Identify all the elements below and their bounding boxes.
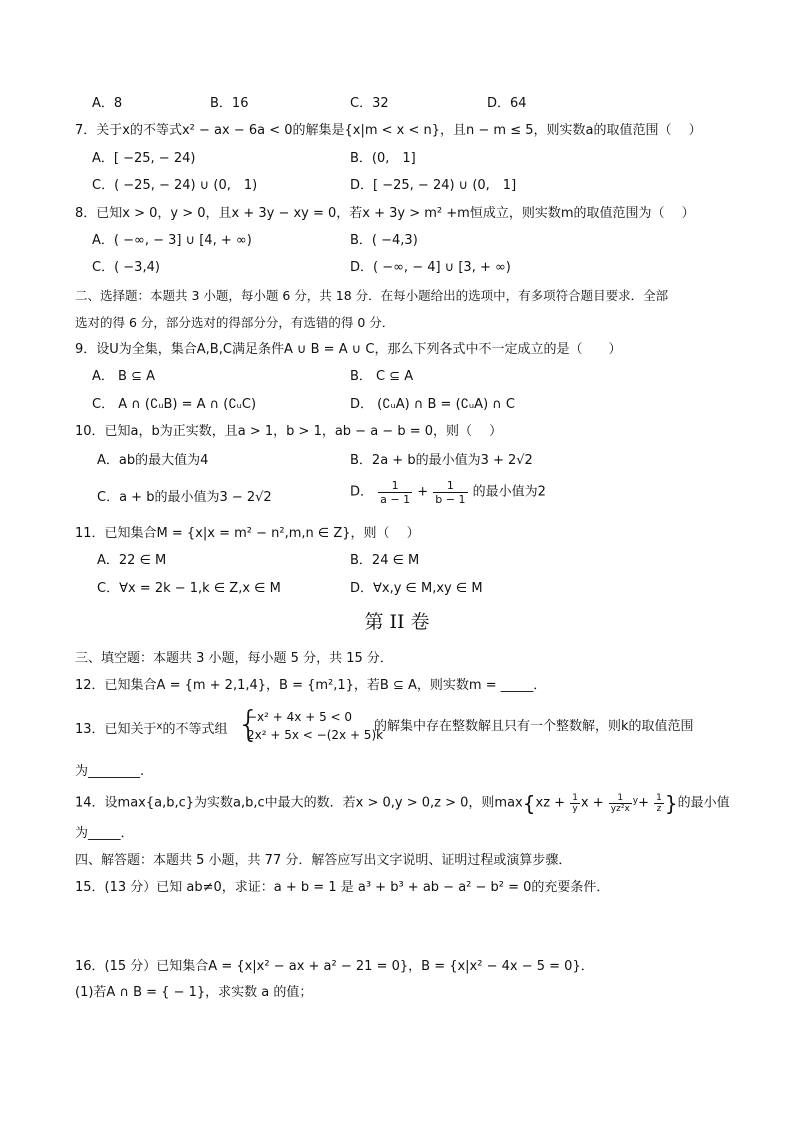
fraction-denominator: b − 1	[435, 493, 466, 506]
q7-stem: 7．关于x的不等式x² − ax − 6a < 0的解集是{x|m < x < n}，且n − m ≤ 5，则实数a的取值范围（ ）	[75, 123, 702, 138]
section-4-heading: 四、解答题：本题共 5 小题，共 77 分．解答应写出文字说明、证明过程或演算步骤．	[75, 853, 572, 868]
section-2-heading-line1: 二、选择题：本题共 3 小题，每小题 6 分，共 18 分．在每小题给出的选项中，有多项符合题目要求．全部	[75, 288, 669, 303]
q10-stem: 10．已知a，b为正实数，且a > 1，b > 1，ab − a − b = 0，则（ ）	[75, 424, 503, 439]
q8-option-c: C．( −3,4)	[92, 260, 160, 275]
q10-option-d-fraction-2	[433, 479, 467, 506]
q8-stem: 8．已知x > 0，y > 0，且x + 3y − xy = 0，若x + 3y > m² +m恒成立，则实数m的取值范围为（ ）	[75, 206, 695, 221]
q7-option-b: B．(0, 1]	[350, 151, 416, 166]
q10-option-d	[350, 479, 546, 506]
fraction-numerator: 1	[378, 479, 412, 493]
q16-part-1: (1)若A ∩ B = { − 1}，求实数 a 的值；	[75, 985, 313, 1000]
q13-answer-line: 为________.	[75, 764, 145, 779]
q11-option-d: D．∀x,y ∈ M,xy ∈ M	[350, 581, 483, 596]
q11-option-b: B．24 ∈ M	[350, 553, 420, 568]
q13-mid: 的不等式组	[162, 722, 228, 737]
q14-suffix: 的最小值	[677, 795, 730, 811]
q15-stem: 15．(13 分）已知 ab≠0，求证：a + b = 1 是 a³ + b³ + ab − a² − b² = 0的充要条件．	[75, 880, 610, 895]
q8-option-a: A．( −∞, − 3] ∪ [4, + ∞)	[92, 233, 252, 248]
q11-stem: 11．已知集合M = {x|x = m² − n²,m,n ∈ Z}，则（ ）	[75, 526, 420, 541]
q10-option-d-fraction-1	[378, 479, 412, 506]
q9-option-b: B． C ⊆ A	[350, 369, 414, 384]
q16-stem: 16．(15 分）已知集合A = {x|x² − ax + a² − 21 = 0}，B = {x|x² − 4x − 5 = 0}．	[75, 959, 594, 974]
q14-fraction-1	[570, 793, 580, 814]
fraction-denominator: y	[572, 804, 578, 814]
part-2-title: 第 II 卷	[364, 611, 430, 633]
q8-option-d: D．( −∞, − 4] ∪ [3, + ∞)	[350, 260, 511, 275]
fraction-numerator: 1	[609, 793, 632, 804]
q14-expr-c: +	[638, 795, 649, 811]
q14-fraction-4	[654, 793, 664, 814]
right-brace: }	[664, 791, 678, 816]
q14-expr-a: xz +	[535, 795, 566, 811]
q13-stem	[75, 717, 227, 740]
q14-y-term: y	[632, 796, 639, 806]
fraction-denominator: z	[656, 804, 662, 814]
q13-system-row-1: −x² + 4x + 5 < 0	[247, 710, 353, 724]
q11-option-a: A．22 ∈ M	[97, 553, 167, 568]
q10-option-a: A．ab的最大值为4	[97, 453, 209, 468]
q9-option-d: D． (∁ᵤA) ∩ B = (∁ᵤA) ∩ C	[350, 397, 515, 412]
q11-option-c: C．∀x = 2k − 1,k ∈ Z,x ∈ M	[97, 581, 281, 596]
fraction-numerator: 1	[572, 793, 578, 803]
q13-system-row-2: 2x² + 5x < −(2x + 5)k	[247, 728, 384, 742]
q6-option-b: B．16	[210, 96, 249, 111]
q12-stem: 12．已知集合A = {m + 2,1,4}，B = {m²,1}，若B ⊆ A，则实数m = _____．	[75, 678, 547, 693]
fraction-numerator: 1	[656, 793, 662, 803]
section-2-heading-line2: 选对的得 6 分，部分选对的得部分分，有选错的得 0 分．	[75, 315, 395, 330]
q13-suffix: 的解集中存在整数解且只有一个整数解，则k的取值范围	[374, 719, 694, 734]
q9-option-c: C． A ∩ (∁ᵤB) = A ∩ (∁ᵤC)	[92, 397, 257, 412]
q10-option-d-suffix: 的最小值为2	[472, 484, 546, 500]
q6-option-d: D．64	[487, 96, 527, 111]
q14-fraction-2	[609, 793, 632, 814]
q6-option-a: A．8	[92, 96, 123, 111]
q7-option-a: A．[ −25, − 24)	[92, 151, 196, 166]
q9-option-a: A． B ⊆ A	[92, 369, 155, 384]
q7-option-c: C．( −25, − 24) ∪ (0, 1)	[92, 178, 258, 193]
left-brace: {	[522, 791, 536, 816]
fraction-denominator: a − 1	[380, 493, 411, 506]
section-3-heading: 三、填空题：本题共 3 小题，每小题 5 分，共 15 分．	[75, 651, 393, 666]
q6-option-c: C．32	[350, 96, 389, 111]
q9-stem: 9．设U为全集，集合A,B,C满足条件A ∪ B = A ∪ C，那么下列各式中不一定成立的是（ ）	[75, 342, 622, 357]
q14-prefix: 14．设max{a,b,c}为实数a,b,c中最大的数．若x > 0,y > 0,z > 0，则max	[75, 795, 523, 811]
q10-option-c: C．a + b的最小值为3 − 2√2	[97, 490, 272, 505]
fraction-denominator: yz²x	[610, 804, 630, 814]
plus-sign: +	[417, 484, 429, 500]
q10-option-d-prefix: D．	[350, 484, 374, 500]
q10-option-b: B．2a + b的最小值为3 + 2√2	[350, 453, 533, 468]
q8-option-b: B．( −4,3)	[350, 233, 418, 248]
fraction-numerator: 1	[433, 479, 467, 493]
q14-expr-b: x +	[580, 795, 604, 811]
q13-variable: x	[156, 721, 163, 732]
q14-stem	[75, 791, 730, 814]
q13-inequality-system	[237, 704, 384, 745]
q7-option-d: D．[ −25, − 24) ∪ (0, 1]	[350, 178, 517, 193]
q14-answer-line: 为_____．	[75, 826, 134, 841]
left-brace: {	[237, 704, 260, 745]
q13-prefix: 13．已知关于	[75, 722, 157, 737]
